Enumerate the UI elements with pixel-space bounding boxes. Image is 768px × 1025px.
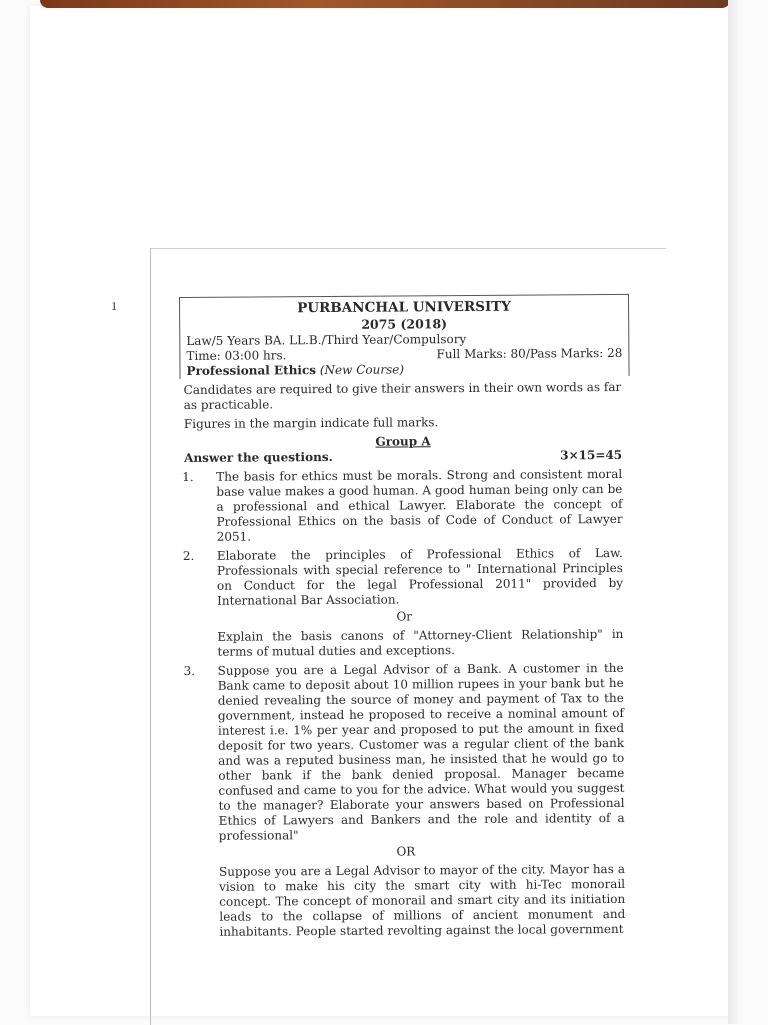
question-2 (182, 545, 624, 609)
question-number: 1. (182, 469, 194, 485)
question-3 (183, 660, 625, 844)
page-edge (728, 0, 738, 1024)
group-title: Group A (375, 434, 431, 449)
subject-line (186, 361, 622, 379)
question-2-alternative: Explain the basis canons of "Attorney-Client Relationship" in terms of mutual duties and exceptions. (217, 626, 624, 659)
instruction-2: Figures in the margin indicate full marks. (183, 415, 439, 431)
subject-name: Professional Ethics (186, 363, 317, 378)
margin-mark: ı (112, 298, 117, 314)
table-edge (40, 0, 730, 8)
exam-marks: Full Marks: 80/Pass Marks: 28 (436, 345, 623, 362)
group-marks: 3×15=45 (560, 447, 623, 463)
question-3-alternative: Suppose you are a Legal Advisor to mayor of the city. Mayor has a vision to make his city the smart city with hi-Tec monorail concept. The concept of monorail and smart city and its initiation leads to the collapse of millions of ancient monument and inhabitants. People started revolting against the local government (218, 861, 626, 939)
question-text: Elaborate the principles of Professional Ethics of Law. Professionals with special reference to " International Principles on Conduct for the legal Professional 2011" provided by International Bar Association. (216, 545, 624, 608)
question-number: 3. (183, 663, 196, 679)
program-line: Law/5 Years BA. LL.B./Third Year/Compulsory (186, 332, 467, 348)
exam-time: Time: 03:00 hrs. (186, 348, 287, 363)
course-type: (New Course) (319, 362, 405, 378)
exam-paper (183, 294, 625, 940)
exam-year: 2075 (2018) (361, 316, 448, 332)
exam-header (179, 294, 630, 379)
question-text: The basis for ethics must be morals. Strong and consistent moral base value makes a good human. A good human being only can be a professional and ethical Lawyer. Elaborate the concept of Professional Ethics on the basis of Code of Conduct of Lawyer 2051. (216, 466, 623, 544)
question-number: 2. (182, 548, 195, 564)
university-name: PURBANCHAL UNIVERSITY (297, 298, 511, 317)
time-marks-row (186, 346, 622, 364)
question-text: Suppose you are a Legal Advisor of a Bank. A customer in the Bank came to deposit about 10 million rupees in your bank but he denied revealing the source of money and payment of Tax to the government, instead he proposed to receive a nominal amount of interest i.e. 1% per year and proposed to put the amount in fixed deposit for two years. Customer was a regular client of the bank and was a reputed business man, he insisted that he would go to other bank if the bank denied proposal. Manager became confused and came to you for the advice. What would you suggest to the manager? Elaborate your answers based on Professional Ethics of Lawyers and Bankers and the role and identity of a professional" (217, 660, 625, 843)
group-directive-row (184, 448, 622, 466)
instruction-1: Candidates are required to give their answers in their own words as far as practicable. (183, 379, 622, 412)
or-separator: OR (396, 844, 416, 859)
or-separator: Or (396, 609, 413, 624)
question-1 (184, 467, 623, 545)
group-directive: Answer the questions. (184, 449, 333, 465)
